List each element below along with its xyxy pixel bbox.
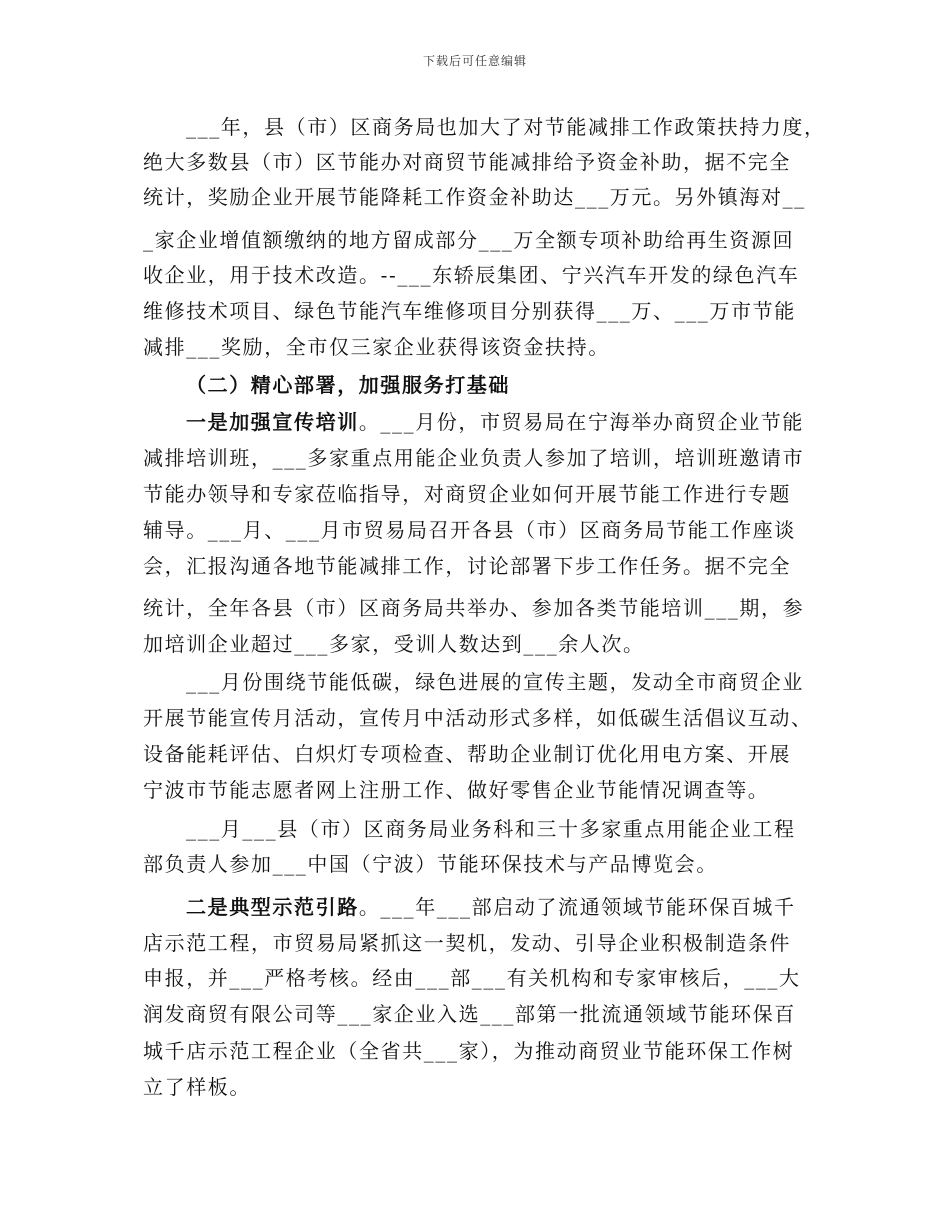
paragraph-line: 统计，奖励企业开展节能降耗工作资金补助达___万元。另外镇海对__ <box>143 185 806 209</box>
paragraph-lead: 二是典型示范引路 <box>186 895 359 919</box>
paragraph-line: 部负责人参加___中国（宁波）节能环保技术与产品博览会。 <box>143 852 718 876</box>
paragraph-line: 申报，并___严格考核。经由___部___有关机构和专家审核后，___大 <box>143 966 801 990</box>
paragraph-line: 维修技术项目、绿色节能汽车维修项目分别获得___万、___万市节能 <box>143 299 796 323</box>
paragraph-line: ___月份围绕节能低碳，绿色进展的宣传主题，发动全市商贸企业 <box>186 670 804 694</box>
paragraph-line: 开展节能宣传月活动，宣传月中活动形式多样，如低碳生活倡议互动、 <box>143 706 813 730</box>
page-header-note: 下载后可任意编辑 <box>422 54 527 68</box>
paragraph-line: 店示范工程，市贸易局紧抓这一契机，发动、引导企业积极制造条件 <box>143 931 791 955</box>
paragraph-text: 。___月份，市贸易局在宁海举办商贸企业节能 <box>358 410 805 434</box>
paragraph-line: 节能办领导和专家莅临指导，对商贸企业如何开展节能工作进行专题 <box>143 482 791 506</box>
paragraph-line: 设备能耗评估、白炽灯专项检查、帮助企业制订优化用电方案、开展 <box>143 742 791 766</box>
paragraph-line: 收企业，用于技术改造。--___东轿辰集团、宁兴汽车开发的绿色汽车 <box>143 263 800 287</box>
paragraph-text: 。___年___部启动了流通领域节能环保百城千 <box>358 895 796 919</box>
paragraph-line: 立了样板。 <box>143 1075 251 1099</box>
paragraph-line <box>186 408 804 436</box>
paragraph-line: 统计，全年各县（市）区商务局共举办、参加各类节能培训___期，参 <box>143 596 805 620</box>
paragraph-line: 润发商贸有限公司等___家企业入选___部第一批流通领域节能环保百 <box>143 1002 796 1026</box>
paragraph-line <box>186 893 796 921</box>
section-heading: （二）精心部署，加强服务打基础 <box>186 373 510 397</box>
paragraph-line: 城千店示范工程企业（全省共___家），为推动商贸业节能环保工作树 <box>143 1039 795 1063</box>
paragraph-line: 宁波市节能志愿者网上注册工作、做好零售企业节能情况调查等。 <box>143 778 770 802</box>
paragraph-line: ___年，县（市）区商务局也加大了对节能减排工作政策扶持力度， <box>186 115 826 139</box>
paragraph-line: ___月___县（市）区商务局业务科和三十多家重点用能企业工程 <box>186 817 796 841</box>
paragraph-line: _家企业增值额缴纳的地方留成部分___万全额专项补助给再生资源回 <box>143 228 795 252</box>
paragraph-line: 会，汇报沟通各地节能减排工作，讨论部署下步工作任务。据不完全 <box>143 554 791 578</box>
paragraph-line: 加培训企业超过___多家，受训人数达到___余人次。 <box>143 632 645 656</box>
paragraph-line: 辅导。___月、___月市贸易局召开各县（市）区商务局节能工作座谈 <box>143 518 796 542</box>
paragraph-line: 减排培训班，___多家重点用能企业负责人参加了培训，培训班邀请市 <box>143 446 805 470</box>
paragraph-line: 绝大多数县（市）区节能办对商贸节能减排给予资金补助，据不完全 <box>143 150 791 174</box>
paragraph-lead: 一是加强宣传培训 <box>186 410 359 434</box>
paragraph-line: 减排___奖励，全市仅三家企业获得该资金扶持。 <box>143 335 610 359</box>
